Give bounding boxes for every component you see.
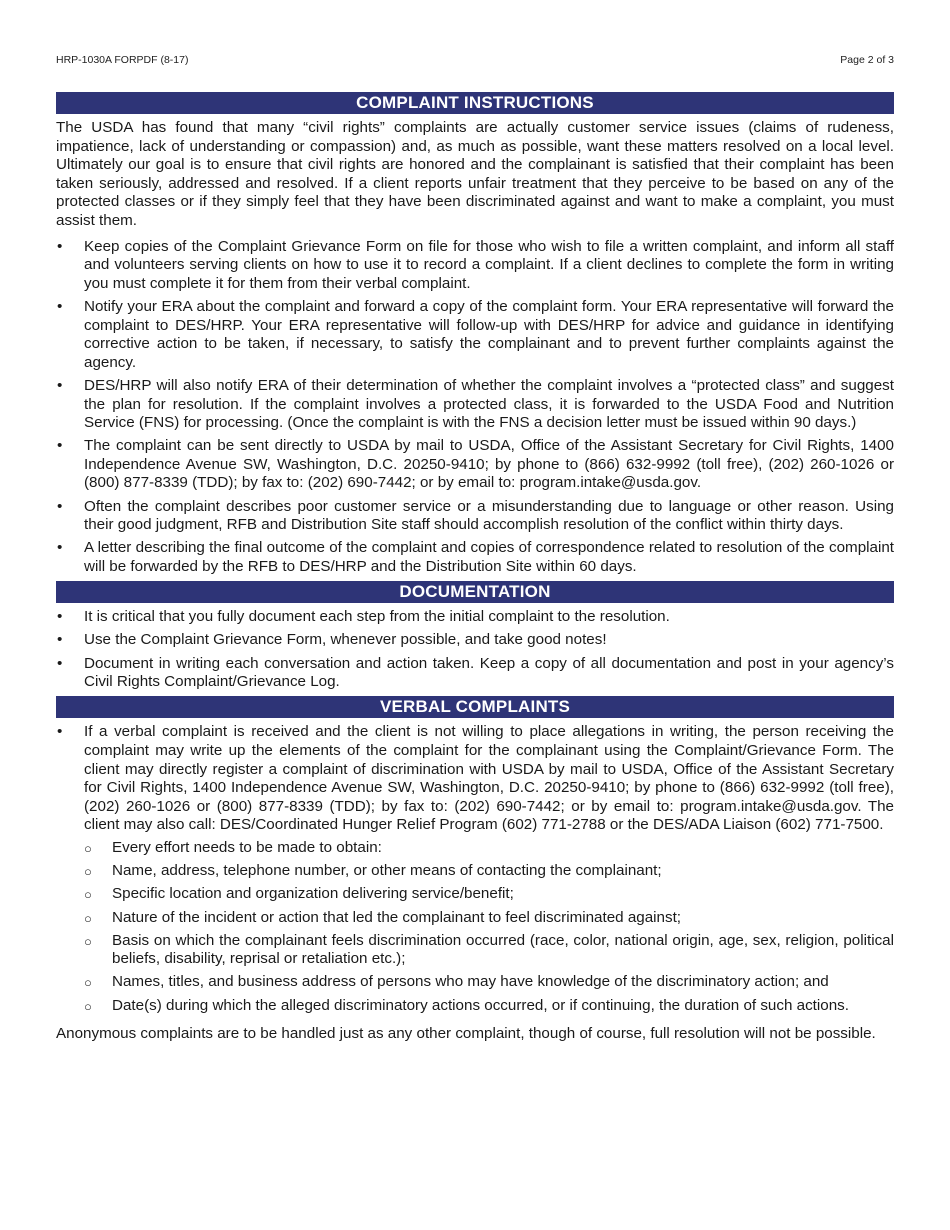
page-number: Page 2 of 3 (840, 54, 894, 66)
sub-list-item-text: Basis on which the complainant feels discrimination occurred (race, color, national origin, age, sex, religion, political beliefs, disability, reprisal or retaliation etc.); (112, 931, 894, 968)
verbal-complaint-text: If a verbal complaint is received and the client is not willing to place allegations in writing, the person receiving the complaint may write up the elements of the complaint for the complainant using the Complaint/Grievance Form. The client may directly register a complaint of discrimination with USDA by mail to USDA, Office of the Assistant Secretary for Civil Rights, 1400 Independence Avenue SW, Washington, D.C. 20250-9410; by phone to (866) 632-9992 (toll free), (202) 260-1026 or (800) 877-8339 (TDD); by fax to: (202) 690-7442; or by email to: program.intake@usda.gov. The client may also call: DES/Coordinated Hunger Relief Program (602) 771-2788 or the DES/ADA Liaison (602) 771-7500. (84, 723, 894, 834)
sub-list-item-text: Nature of the incident or action that led the complainant to feel discriminated against; (112, 908, 682, 926)
sub-list-item (84, 973, 894, 992)
list-item: • Often the complaint describes poor customer service or a misunderstanding due to language or other reason. Using their good judgment, RFB and Distribution Site staff should accomplish resolution of the conflict within thirty days. (56, 498, 894, 535)
list-item: • It is critical that you fully document each step from the initial complaint to the resolution. (56, 608, 894, 627)
complaint-instructions-heading: COMPLAINT INSTRUCTIONS (56, 92, 894, 114)
sub-list-item-text: Date(s) during which the alleged discriminatory actions occurred, or if continuing, the duration of such actions. (112, 996, 849, 1014)
documentation-list (56, 608, 894, 692)
sub-list-item (84, 885, 894, 904)
list-item: • Use the Complaint Grievance Form, whenever possible, and take good notes! (56, 631, 894, 650)
circle-bullet-icon: ○ (84, 998, 92, 1014)
complaint-instructions-list (56, 238, 894, 577)
circle-bullet-icon: ○ (84, 910, 92, 926)
list-item: • DES/HRP will also notify ERA of their determination of whether the complaint involves a “protected class” and suggest the plan for resolution. If the complaint involves a protected class, it is forwarded to the USDA Food and Nutrition Service (FNS) for processing. (Once the complaint is with the FNS a decision letter must be issued within 90 days.) (56, 377, 894, 433)
list-item: • A letter describing the final outcome of the complaint and copies of correspondence related to resolution of the complaint will be forwarded by the RFB to DES/HRP and the Distribution Site within 60 days. (56, 539, 894, 576)
sub-list-item (84, 997, 894, 1016)
verbal-complaint-sublist (84, 839, 894, 1015)
sub-list-item (84, 932, 894, 969)
sub-list-item-text: Name, address, telephone number, or other means of contacting the complainant; (112, 862, 662, 880)
circle-bullet-icon: ○ (84, 933, 92, 949)
sub-list-item-text: Specific location and organization delivering service/benefit; (112, 885, 514, 903)
complaint-intro-paragraph: The USDA has found that many “civil rights” complaints are actually customer service issues (claims of rudeness, impatience, lack of understanding or compassion) and, as much as possible, want these matters resolved on a local level. Ultimately our goal is to ensure that civil rights are honored and the complainant is satisfied that their complaint has been taken seriously, addressed and resolved. If a client reports unfair treatment that they perceive to be based on any of the protected classes or if they simply feel that they have been discriminated against and want to make a complaint, you must assist them. (56, 119, 894, 229)
circle-bullet-icon: ○ (84, 975, 92, 991)
sub-list-item-text: Every effort needs to be made to obtain: (112, 838, 382, 856)
circle-bullet-icon: ○ (84, 887, 92, 903)
sub-list-item (84, 862, 894, 881)
sub-list-item-text: Names, titles, and business address of persons who may have knowledge of the discriminatory action; and (112, 973, 829, 991)
page-header (56, 0, 894, 92)
documentation-heading: DOCUMENTATION (56, 581, 894, 603)
anonymous-complaints-paragraph: Anonymous complaints are to be handled just as any other complaint, though of course, full resolution will not be possible. (56, 1025, 876, 1043)
list-item: • Keep copies of the Complaint Grievance Form on file for those who wish to file a written complaint, and inform all staff and volunteers serving clients on how to use it to record a complaint. If a client declines to complete the form in writing you must complete it for them from their verbal complaint. (56, 238, 894, 294)
verbal-complaints-heading: VERBAL COMPLAINTS (56, 696, 894, 718)
circle-bullet-icon: ○ (84, 840, 92, 856)
circle-bullet-icon: ○ (84, 864, 92, 880)
sub-list-item (84, 839, 894, 858)
list-item: • The complaint can be sent directly to USDA by mail to USDA, Office of the Assistant Secretary for Civil Rights, 1400 Independence Avenue SW, Washington, D.C. 20250-9410; by phone to (866) 632-9992 (toll free), (202) 260-1026 or (800) 877-8339 (TDD); by fax to: (202) 690-7442; or by email to: program.intake@usda.gov. (56, 437, 894, 493)
sub-list-item (84, 909, 894, 928)
verbal-complaints-list (56, 723, 894, 1015)
list-item: • Document in writing each conversation and action taken. Keep a copy of all documentation and post in your agency’s Civil Rights Complaint/Grievance Log. (56, 655, 894, 692)
form-id: HRP-1030A FORPDF (8-17) (56, 54, 189, 66)
list-item (56, 723, 894, 1015)
list-item: • Notify your ERA about the complaint and forward a copy of the complaint form. Your ERA representative will forward the complaint to DES/HRP. Your ERA representative will follow-up with DES/HRP for advice and guidance in identifying corrective action to be taken, if necessary, to satisfy the complainant and to prevent further complaints against the agency. (56, 298, 894, 372)
